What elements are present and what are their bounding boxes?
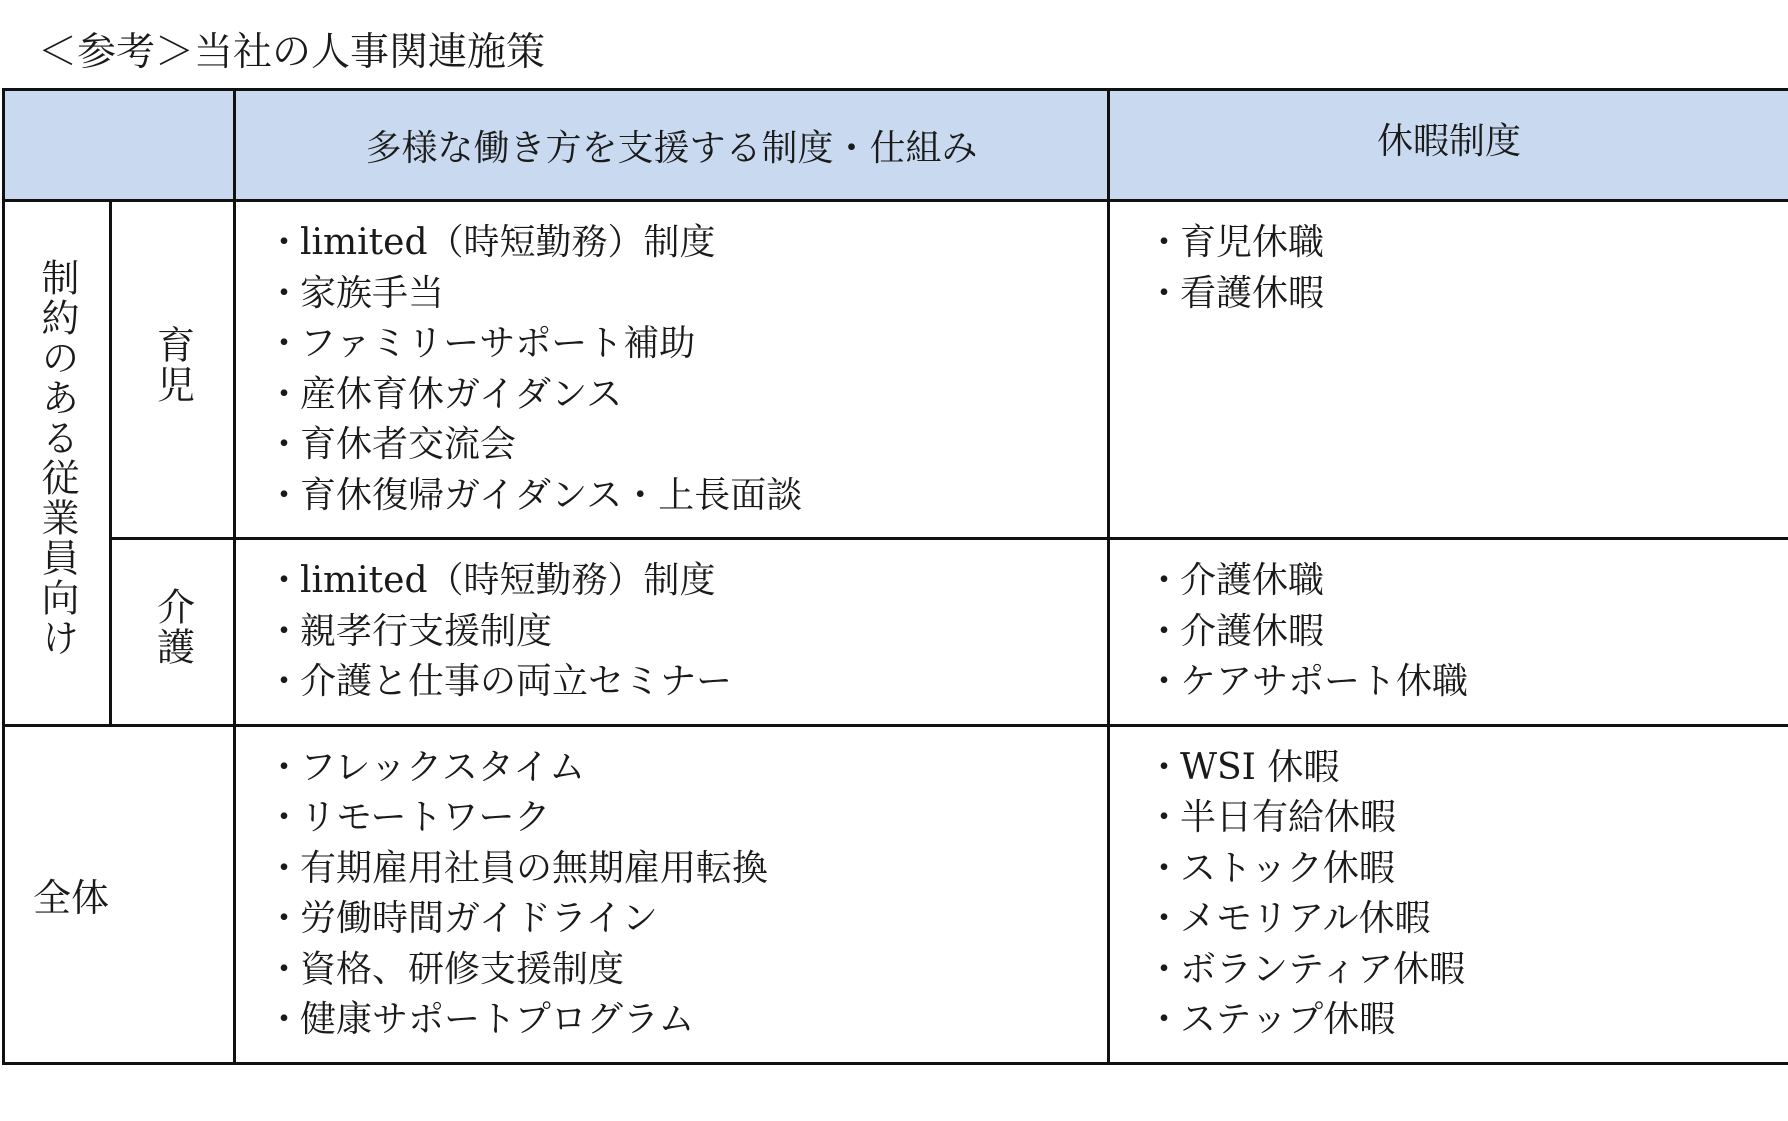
- childcare-label-cell: [111, 201, 235, 539]
- list-item-text: ストック休暇: [1180, 847, 1395, 889]
- list-item: [1146, 995, 1788, 1046]
- table-row-all: [4, 725, 1788, 1063]
- list-item: [266, 995, 1107, 1046]
- header-leave-label: 休暇制度: [1376, 121, 1521, 162]
- list-item-text: limited（時短勤務）制度: [300, 222, 716, 263]
- list-item: [1146, 269, 1788, 320]
- list-item: [1146, 793, 1788, 844]
- list-item: [266, 657, 1107, 708]
- list-item-text: 看護休暇: [1180, 272, 1325, 314]
- list-item-text: ボランティア休暇: [1180, 948, 1466, 990]
- bullet-mark: ・: [266, 560, 303, 601]
- list-item: [266, 269, 1107, 320]
- childcare-support-list: [236, 202, 1107, 537]
- list-item-text: WSI 休暇: [1180, 746, 1340, 788]
- header-support-label: 多様な働き方を支援する制度・仕組み: [365, 127, 978, 169]
- list-item: [1146, 556, 1788, 607]
- bullet-mark: ・: [266, 898, 303, 939]
- list-item-text: 資格、研修支援制度: [300, 948, 625, 990]
- bullet-mark: ・: [266, 847, 303, 889]
- bullet-mark: ・: [266, 746, 303, 788]
- bullet-mark: ・: [1146, 948, 1183, 990]
- bullet-mark: ・: [266, 797, 303, 838]
- list-item: [1146, 218, 1788, 269]
- list-item-text: 有期雇用社員の無期雇用転換: [300, 847, 769, 889]
- page-title: ＜参考＞当社の人事関連施策: [38, 30, 546, 75]
- list-item: [1146, 945, 1788, 996]
- bullet-mark: ・: [266, 323, 303, 364]
- bullet-mark: ・: [1146, 898, 1183, 939]
- header-support-systems: [235, 90, 1109, 201]
- list-item: [266, 743, 1107, 794]
- list-item-text: 介護休暇: [1180, 610, 1325, 652]
- bullet-mark: ・: [266, 948, 303, 990]
- all-support-list: [236, 727, 1107, 1062]
- list-item-text: limited（時短勤務）制度: [300, 560, 716, 601]
- list-item: [266, 471, 1107, 522]
- list-item: [266, 894, 1107, 945]
- bullet-mark: ・: [1146, 847, 1183, 889]
- table-row-nursing: [4, 539, 1788, 726]
- header-empty-cell: [4, 90, 235, 201]
- bullet-mark: ・: [1146, 610, 1183, 652]
- nursing-support-list: [236, 540, 1107, 724]
- list-item: [1146, 657, 1788, 708]
- bullet-mark: ・: [266, 661, 303, 702]
- bullet-mark: ・: [1146, 999, 1183, 1040]
- bullet-mark: ・: [1146, 272, 1183, 314]
- list-item-text: 介護と仕事の両立セミナー: [300, 661, 733, 702]
- list-item: [266, 945, 1107, 996]
- bullet-mark: ・: [266, 610, 303, 652]
- list-item-text: 介護休職: [1180, 560, 1325, 601]
- list-item: [1146, 844, 1788, 895]
- nursing-leave-cell: [1109, 539, 1788, 726]
- hr-policy-table: [2, 88, 1788, 1065]
- bullet-mark: ・: [266, 272, 303, 314]
- list-item-text: メモリアル休暇: [1180, 898, 1431, 939]
- table-header-row: [4, 90, 1788, 201]
- bullet-mark: ・: [1146, 560, 1183, 601]
- list-item: [266, 793, 1107, 844]
- constrained-employees-label-cell: [4, 201, 111, 726]
- bullet-mark: ・: [266, 999, 303, 1040]
- list-item-text: 産休育休ガイダンス: [300, 373, 623, 415]
- table-row-childcare: [4, 201, 1788, 539]
- list-item: [266, 844, 1107, 895]
- bullet-mark: ・: [266, 424, 303, 465]
- list-item: [266, 370, 1107, 421]
- list-item-text: 健康サポートプログラム: [300, 999, 695, 1040]
- bullet-mark: ・: [266, 474, 303, 516]
- list-item-text: ケアサポート休職: [1180, 661, 1469, 702]
- list-item: [266, 556, 1107, 607]
- nursing-leave-list: [1110, 540, 1788, 724]
- all-support-cell: [235, 725, 1109, 1063]
- nursing-label: 介護: [150, 587, 195, 668]
- constrained-employees-label: 制約のある従業員向け: [35, 258, 79, 659]
- bullet-mark: ・: [1146, 797, 1183, 838]
- list-item: [1146, 894, 1788, 945]
- all-leave-cell: [1109, 725, 1788, 1063]
- bullet-mark: ・: [1146, 661, 1183, 702]
- list-item-text: 労働時間ガイドライン: [300, 898, 658, 939]
- list-item: [1146, 743, 1788, 794]
- list-item: [266, 420, 1107, 471]
- header-leave-systems: [1109, 90, 1788, 201]
- list-item: [1146, 607, 1788, 658]
- childcare-leave-cell: [1109, 201, 1788, 539]
- list-item-text: リモートワーク: [300, 797, 551, 838]
- all-employees-label-cell: [4, 725, 235, 1063]
- childcare-label: 育児: [150, 325, 195, 405]
- list-item-text: 育休者交流会: [300, 424, 517, 465]
- list-item-text: ステップ休暇: [1180, 999, 1396, 1040]
- list-item-text: 親孝行支援制度: [300, 610, 553, 652]
- bullet-mark: ・: [266, 373, 303, 415]
- list-item: [266, 218, 1107, 269]
- list-item: [266, 607, 1107, 658]
- list-item-text: 半日有給休暇: [1180, 797, 1397, 838]
- bullet-mark: ・: [1146, 746, 1183, 788]
- nursing-support-cell: [235, 539, 1109, 726]
- childcare-support-cell: [235, 201, 1109, 539]
- all-employees-label: 全体: [33, 875, 110, 920]
- childcare-leave-list: [1110, 202, 1788, 335]
- list-item-text: 家族手当: [300, 272, 445, 314]
- list-item: [266, 319, 1107, 370]
- bullet-mark: ・: [1146, 222, 1183, 263]
- list-item-text: フレックスタイム: [300, 746, 586, 788]
- nursing-label-cell: [111, 539, 235, 726]
- list-item-text: ファミリーサポート補助: [300, 323, 696, 364]
- bullet-mark: ・: [266, 222, 303, 263]
- all-leave-list: [1110, 727, 1788, 1062]
- list-item-text: 育児休職: [1180, 222, 1325, 263]
- list-item-text: 育休復帰ガイダンス・上長面談: [300, 474, 803, 516]
